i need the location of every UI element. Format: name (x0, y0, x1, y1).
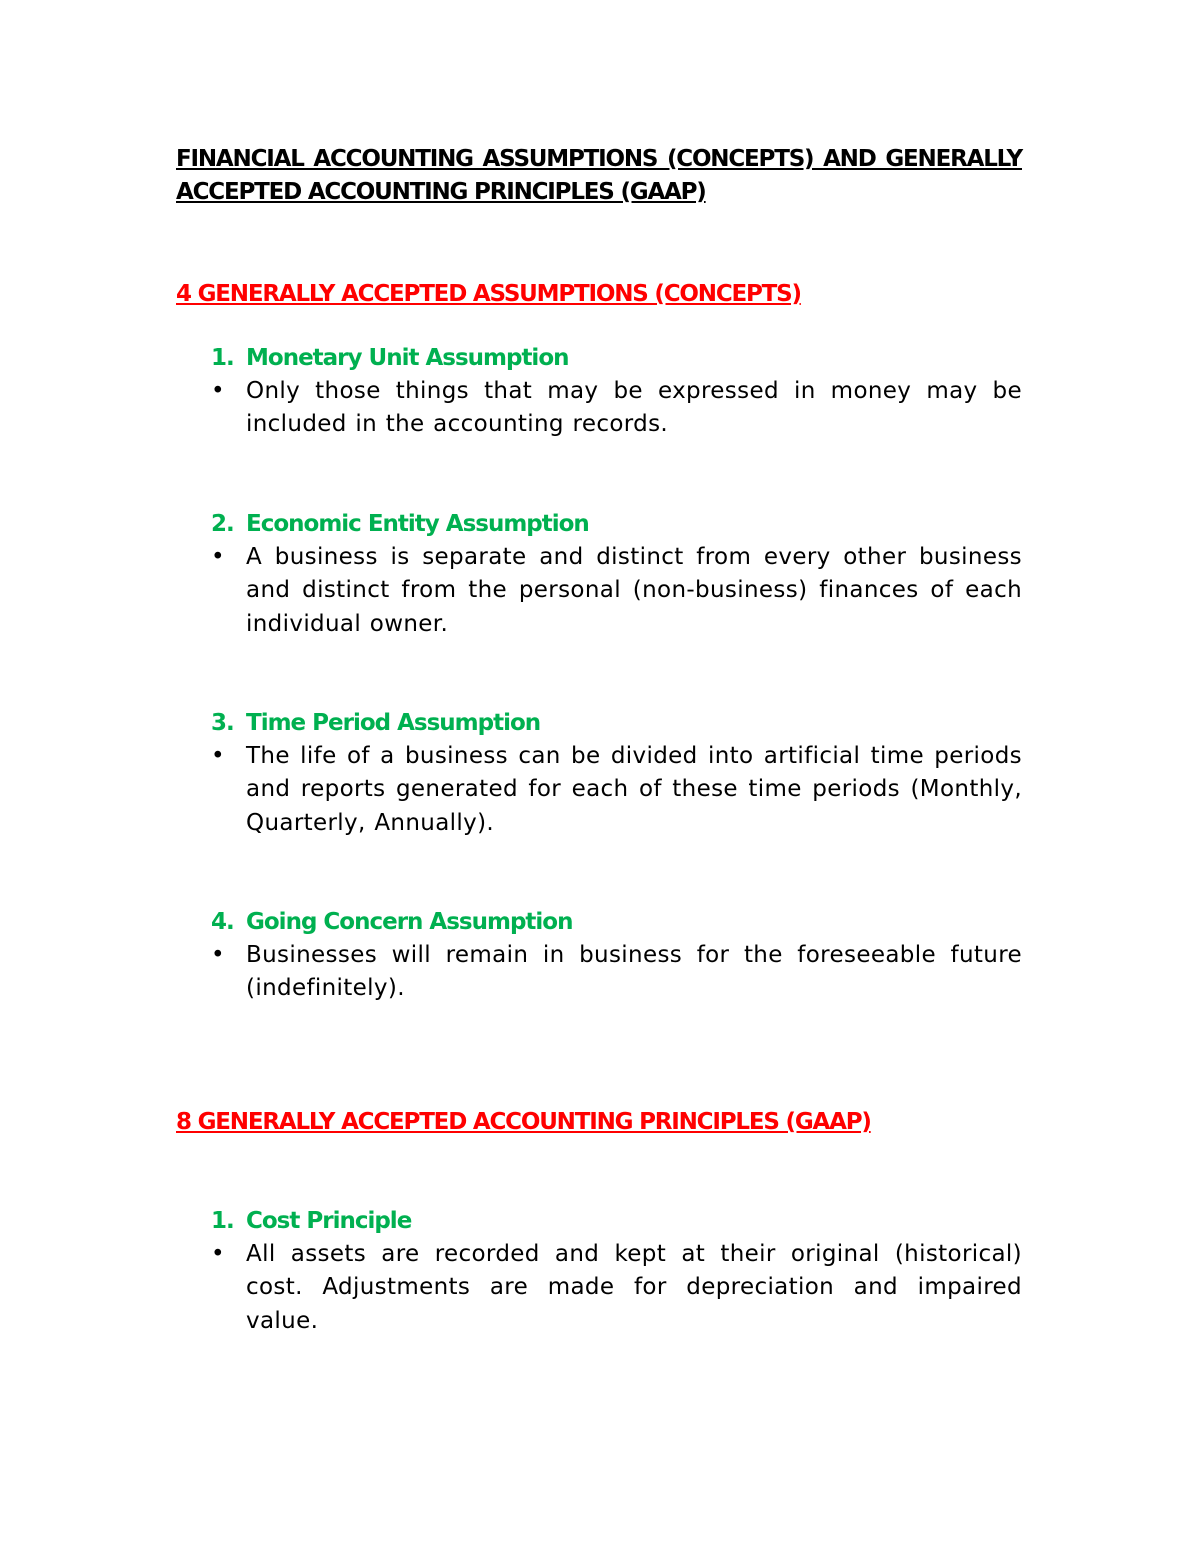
item-title-text: Economic Entity Assumption (246, 511, 589, 537)
item-description: Only those things that may be expressed in money may be included in the accounting records. (246, 378, 1022, 438)
bullet-point (211, 740, 1022, 840)
item-number: 1. (211, 1208, 234, 1234)
item-description: All assets are recorded and kept at their original (historical) cost. Adjustments are made for depreciation and impaired value. (246, 1241, 1022, 1334)
item-description: The life of a business can be divided into artificial time periods and reports generated for each of these time periods (Monthly, Quarterly, Annually). (246, 743, 1022, 836)
item-description: A business is separate and distinct from every other business and distinct from the personal (non-business) finances of each individual owner. (246, 544, 1022, 637)
item-title (211, 906, 1022, 939)
item-description: Businesses will remain in business for the foreseeable future (indefinitely). (246, 942, 1022, 1002)
item-number: 4. (211, 909, 234, 935)
bullet-point (211, 939, 1022, 1006)
bullet-icon: • (211, 743, 225, 769)
list-item-monetary-unit (211, 342, 1022, 442)
list-item-time-period (211, 707, 1022, 840)
bullet-point (211, 541, 1022, 641)
item-title-text: Monetary Unit Assumption (246, 345, 569, 371)
list-item-going-concern (211, 906, 1022, 1006)
item-number: 1. (211, 345, 234, 371)
bullet-point (211, 1238, 1022, 1338)
bullet-icon: • (211, 378, 225, 404)
item-title (211, 707, 1022, 740)
item-number: 3. (211, 710, 234, 736)
document-title: FINANCIAL ACCOUNTING ASSUMPTIONS (CONCEPTS) AND GENERALLY ACCEPTED ACCOUNTING PRINCIPLES (GAAP) (176, 146, 1022, 205)
item-title-text: Time Period Assumption (246, 710, 541, 736)
item-number: 2. (211, 511, 234, 537)
bullet-icon: • (211, 544, 225, 570)
bullet-icon: • (211, 1241, 225, 1267)
item-title (211, 342, 1022, 375)
item-title-text: Going Concern Assumption (246, 909, 573, 935)
section-heading-gaap: 8 GENERALLY ACCEPTED ACCOUNTING PRINCIPLES (GAAP) (176, 1109, 871, 1135)
item-title (211, 1205, 1022, 1238)
bullet-point (211, 375, 1022, 442)
section-heading-assumptions: 4 GENERALLY ACCEPTED ASSUMPTIONS (CONCEPTS) (176, 281, 801, 307)
item-title-text: Cost Principle (246, 1208, 412, 1234)
bullet-icon: • (211, 942, 225, 968)
list-item-cost-principle (211, 1205, 1022, 1338)
list-item-economic-entity (211, 508, 1022, 641)
item-title (211, 508, 1022, 541)
